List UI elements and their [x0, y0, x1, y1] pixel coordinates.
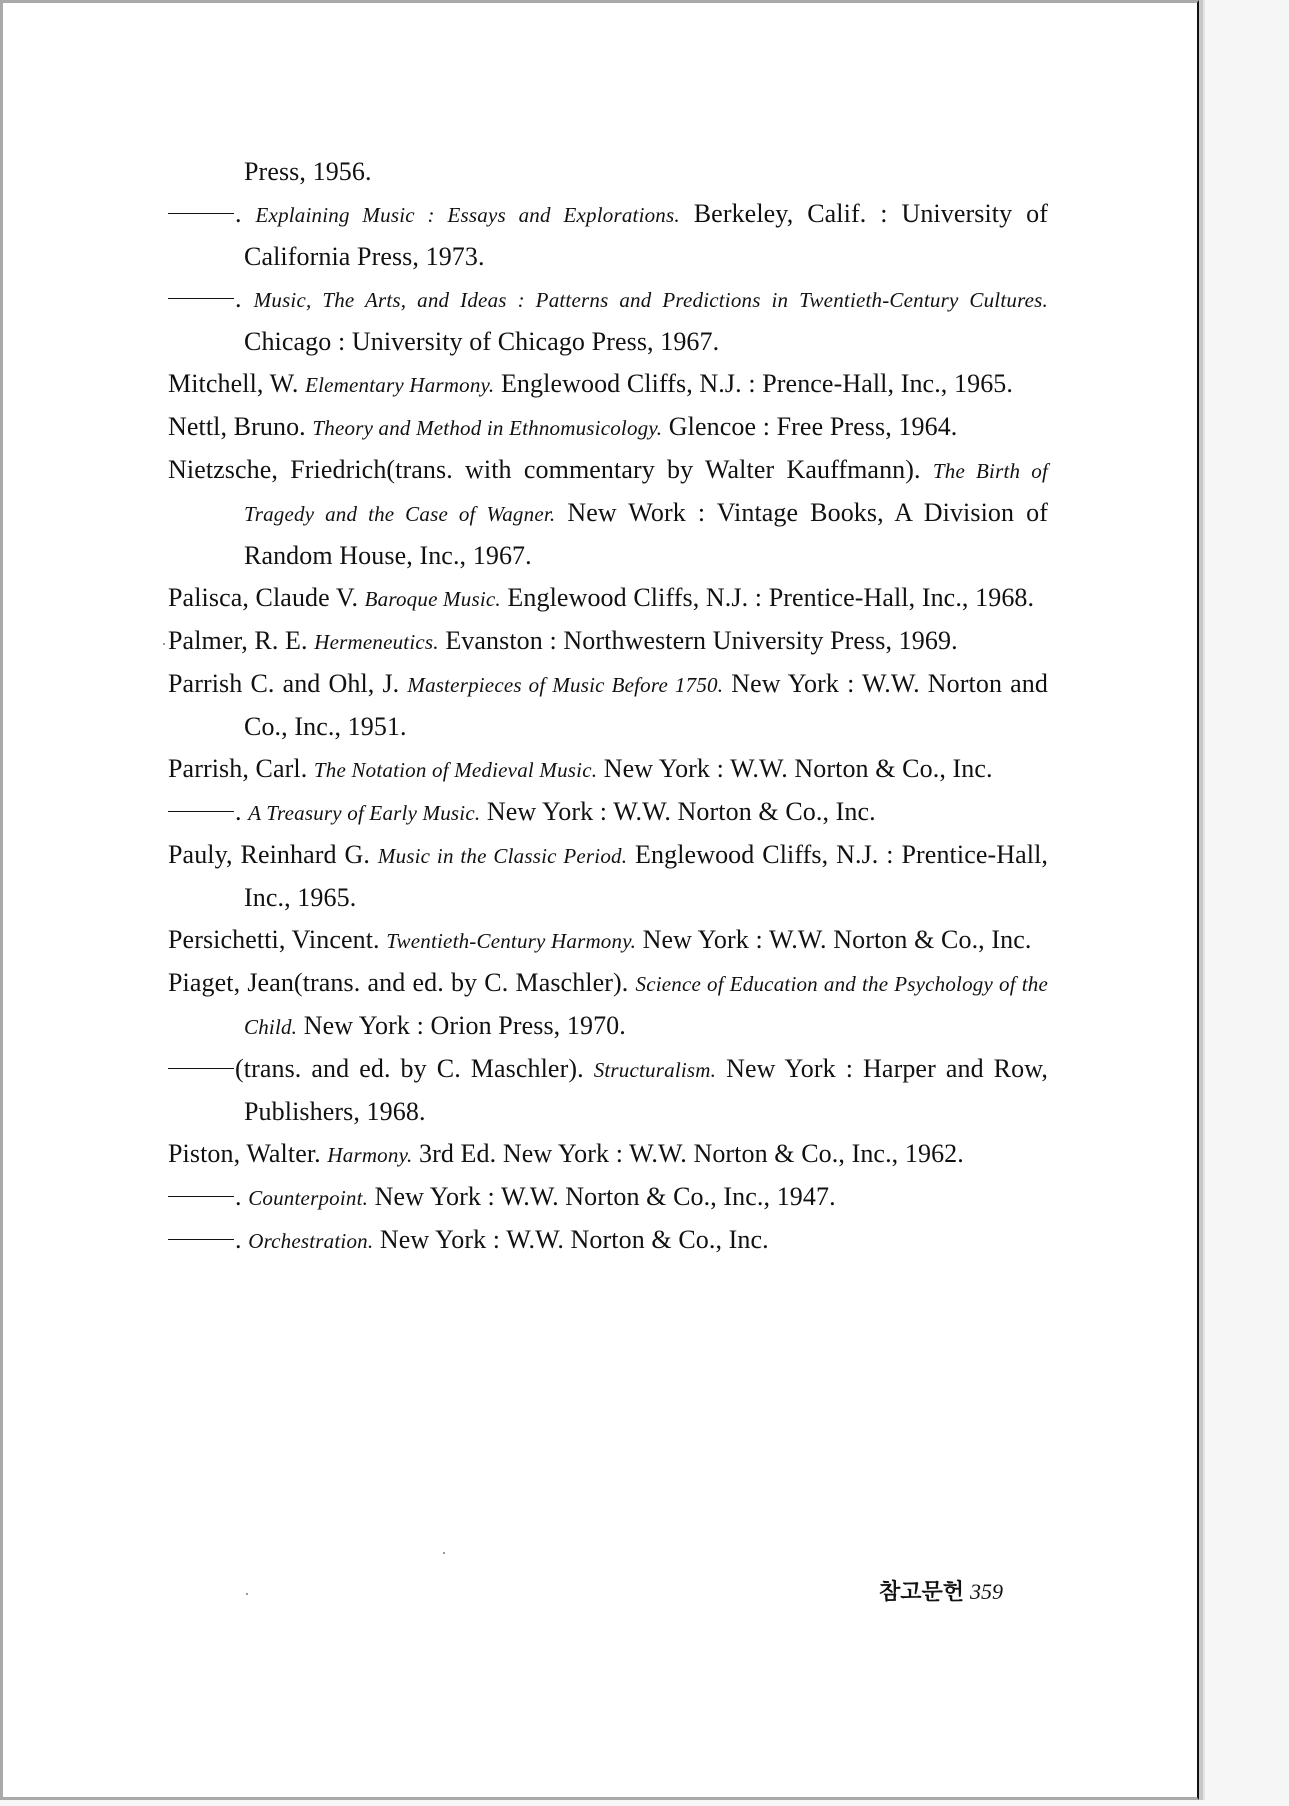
entry-publisher: Evanston : Northwestern University Press, 1969.: [438, 626, 958, 655]
entry-publisher: New York : W.W. Norton & Co., Inc.: [597, 754, 993, 783]
entry-author: Palmer, R. E.: [168, 626, 315, 655]
scan-speck: [246, 1593, 248, 1595]
entry-title: Structuralism.: [593, 1058, 717, 1082]
bibliography-entry: [168, 1133, 1048, 1176]
entry-publisher: New York : W.W. Norton & Co., Inc.: [480, 797, 876, 826]
entry-publisher: New York : Harper and Row, Publishers, 1968.: [244, 1054, 1048, 1126]
entry-title: The Notation of Medieval Music.: [313, 758, 598, 782]
entry-author: .: [235, 797, 249, 826]
entry-title: Twentieth-Century Harmony.: [386, 929, 637, 953]
scan-speck: [163, 643, 165, 645]
entry-title: The Birth of Tragedy and the Case of Wagner.: [244, 459, 1048, 526]
entry-author: Nettl, Bruno.: [168, 412, 313, 441]
entry-author: Persichetti, Vincent.: [168, 925, 387, 954]
entry-author: Palisca, Claude V.: [168, 583, 365, 612]
repeat-author-dash: [168, 1239, 234, 1240]
bibliography-entry: [168, 919, 1048, 962]
entry-publisher: Englewood Cliffs, N.J. : Prentice-Hall, Inc., 1968.: [500, 583, 1035, 612]
bibliography-entry: [168, 962, 1048, 1048]
repeat-author-dash: [168, 298, 234, 299]
entry-author: .: [235, 284, 254, 313]
entry-title: Counterpoint.: [248, 1186, 369, 1210]
bibliography-entry: [168, 1176, 1048, 1219]
entry-title: Hermeneutics.: [314, 630, 439, 654]
page-footer: [879, 1575, 1003, 1606]
entry-title: Explaining Music : Essays and Explorations.: [255, 203, 680, 227]
entry-title: Harmony.: [327, 1143, 413, 1167]
entry-publisher: New York : Orion Press, 1970.: [297, 1011, 626, 1040]
scan-speck: [443, 1552, 445, 1554]
entry-title: Science of Education and the Psychology of the Child.: [244, 972, 1048, 1039]
repeat-author-dash: [168, 1068, 234, 1069]
entry-author: .: [235, 199, 256, 228]
entry-publisher: Englewood Cliffs, N.J. : Prentice-Hall, Inc., 1965.: [244, 840, 1048, 912]
entry-publisher: 3rd Ed. New York : W.W. Norton & Co., Inc., 1962.: [412, 1139, 964, 1168]
entry-publisher: New York : W.W. Norton & Co., Inc.: [373, 1225, 769, 1254]
entry-author: Parrish, Carl.: [168, 754, 314, 783]
entry-author: Piston, Walter.: [168, 1139, 328, 1168]
entry-author: Piaget, Jean(trans. and ed. by C. Maschler).: [168, 968, 636, 997]
entry-publisher: New York : W.W. Norton & Co., Inc.: [636, 925, 1032, 954]
entry-title: Baroque Music.: [364, 587, 501, 611]
entry-title: Music in the Classic Period.: [377, 844, 628, 868]
bibliography-entry: [168, 278, 1048, 363]
bibliography-entry: [168, 663, 1048, 748]
bibliography-entry: [168, 748, 1048, 791]
repeat-author-dash: [168, 811, 234, 812]
bibliography-entry: [168, 193, 1048, 278]
bibliography-entry: [168, 791, 1048, 834]
bibliography-entry: [168, 834, 1048, 919]
entry-publisher: Englewood Cliffs, N.J. : Prence-Hall, Inc., 1965.: [494, 369, 1013, 398]
entry-author: Mitchell, W.: [168, 369, 306, 398]
bibliography-entry: [168, 406, 1048, 449]
entry-author: (trans. and ed. by C. Maschler).: [235, 1054, 594, 1083]
entry-author: Parrish C. and Ohl, J.: [168, 669, 408, 698]
entry-title: Masterpieces of Music Before 1750.: [407, 673, 724, 697]
entry-publisher: New York : W.W. Norton & Co., Inc., 1947.: [368, 1182, 836, 1211]
bibliography-entry: [168, 577, 1048, 620]
entry-title: Elementary Harmony.: [305, 373, 495, 397]
section-label: 참고문헌: [879, 1580, 965, 1605]
entry-title: A Treasury of Early Music.: [248, 801, 481, 825]
repeat-author-dash: [168, 1196, 234, 1197]
bibliography-entry: [168, 449, 1048, 577]
entry-author: .: [235, 1182, 249, 1211]
bibliography-list: [168, 151, 1048, 1262]
page-number: 359: [970, 1579, 1004, 1604]
entry-publisher: New Work : Vintage Books, A Division of Random House, Inc., 1967.: [244, 498, 1048, 570]
entry-title: Music, The Arts, and Ideas : Patterns and Predictions in Twentieth-Century Cultures.: [253, 288, 1049, 312]
entry-publisher: Chicago : University of Chicago Press, 1967.: [244, 327, 720, 356]
bibliography-entry: [168, 1219, 1048, 1262]
bibliography-entry: [168, 620, 1048, 663]
bibliography-entry: [168, 363, 1048, 406]
bibliography-entry: [168, 1048, 1048, 1133]
entry-text: Press, 1956.: [244, 157, 372, 186]
entry-publisher: Berkeley, Calif. : University of California Press, 1973.: [244, 199, 1048, 271]
bibliography-entry: [168, 151, 1048, 193]
entry-publisher: New York : W.W. Norton and Co., Inc., 1951.: [244, 669, 1048, 741]
entry-author: Pauly, Reinhard G.: [168, 840, 378, 869]
entry-author: Nietzsche, Friedrich(trans. with commentary by Walter Kauffmann).: [168, 455, 933, 484]
entry-publisher: Glencoe : Free Press, 1964.: [662, 412, 958, 441]
repeat-author-dash: [168, 213, 234, 214]
entry-title: Theory and Method in Ethnomusicology.: [312, 416, 663, 440]
entry-title: Orchestration.: [248, 1229, 374, 1253]
entry-author: .: [235, 1225, 249, 1254]
